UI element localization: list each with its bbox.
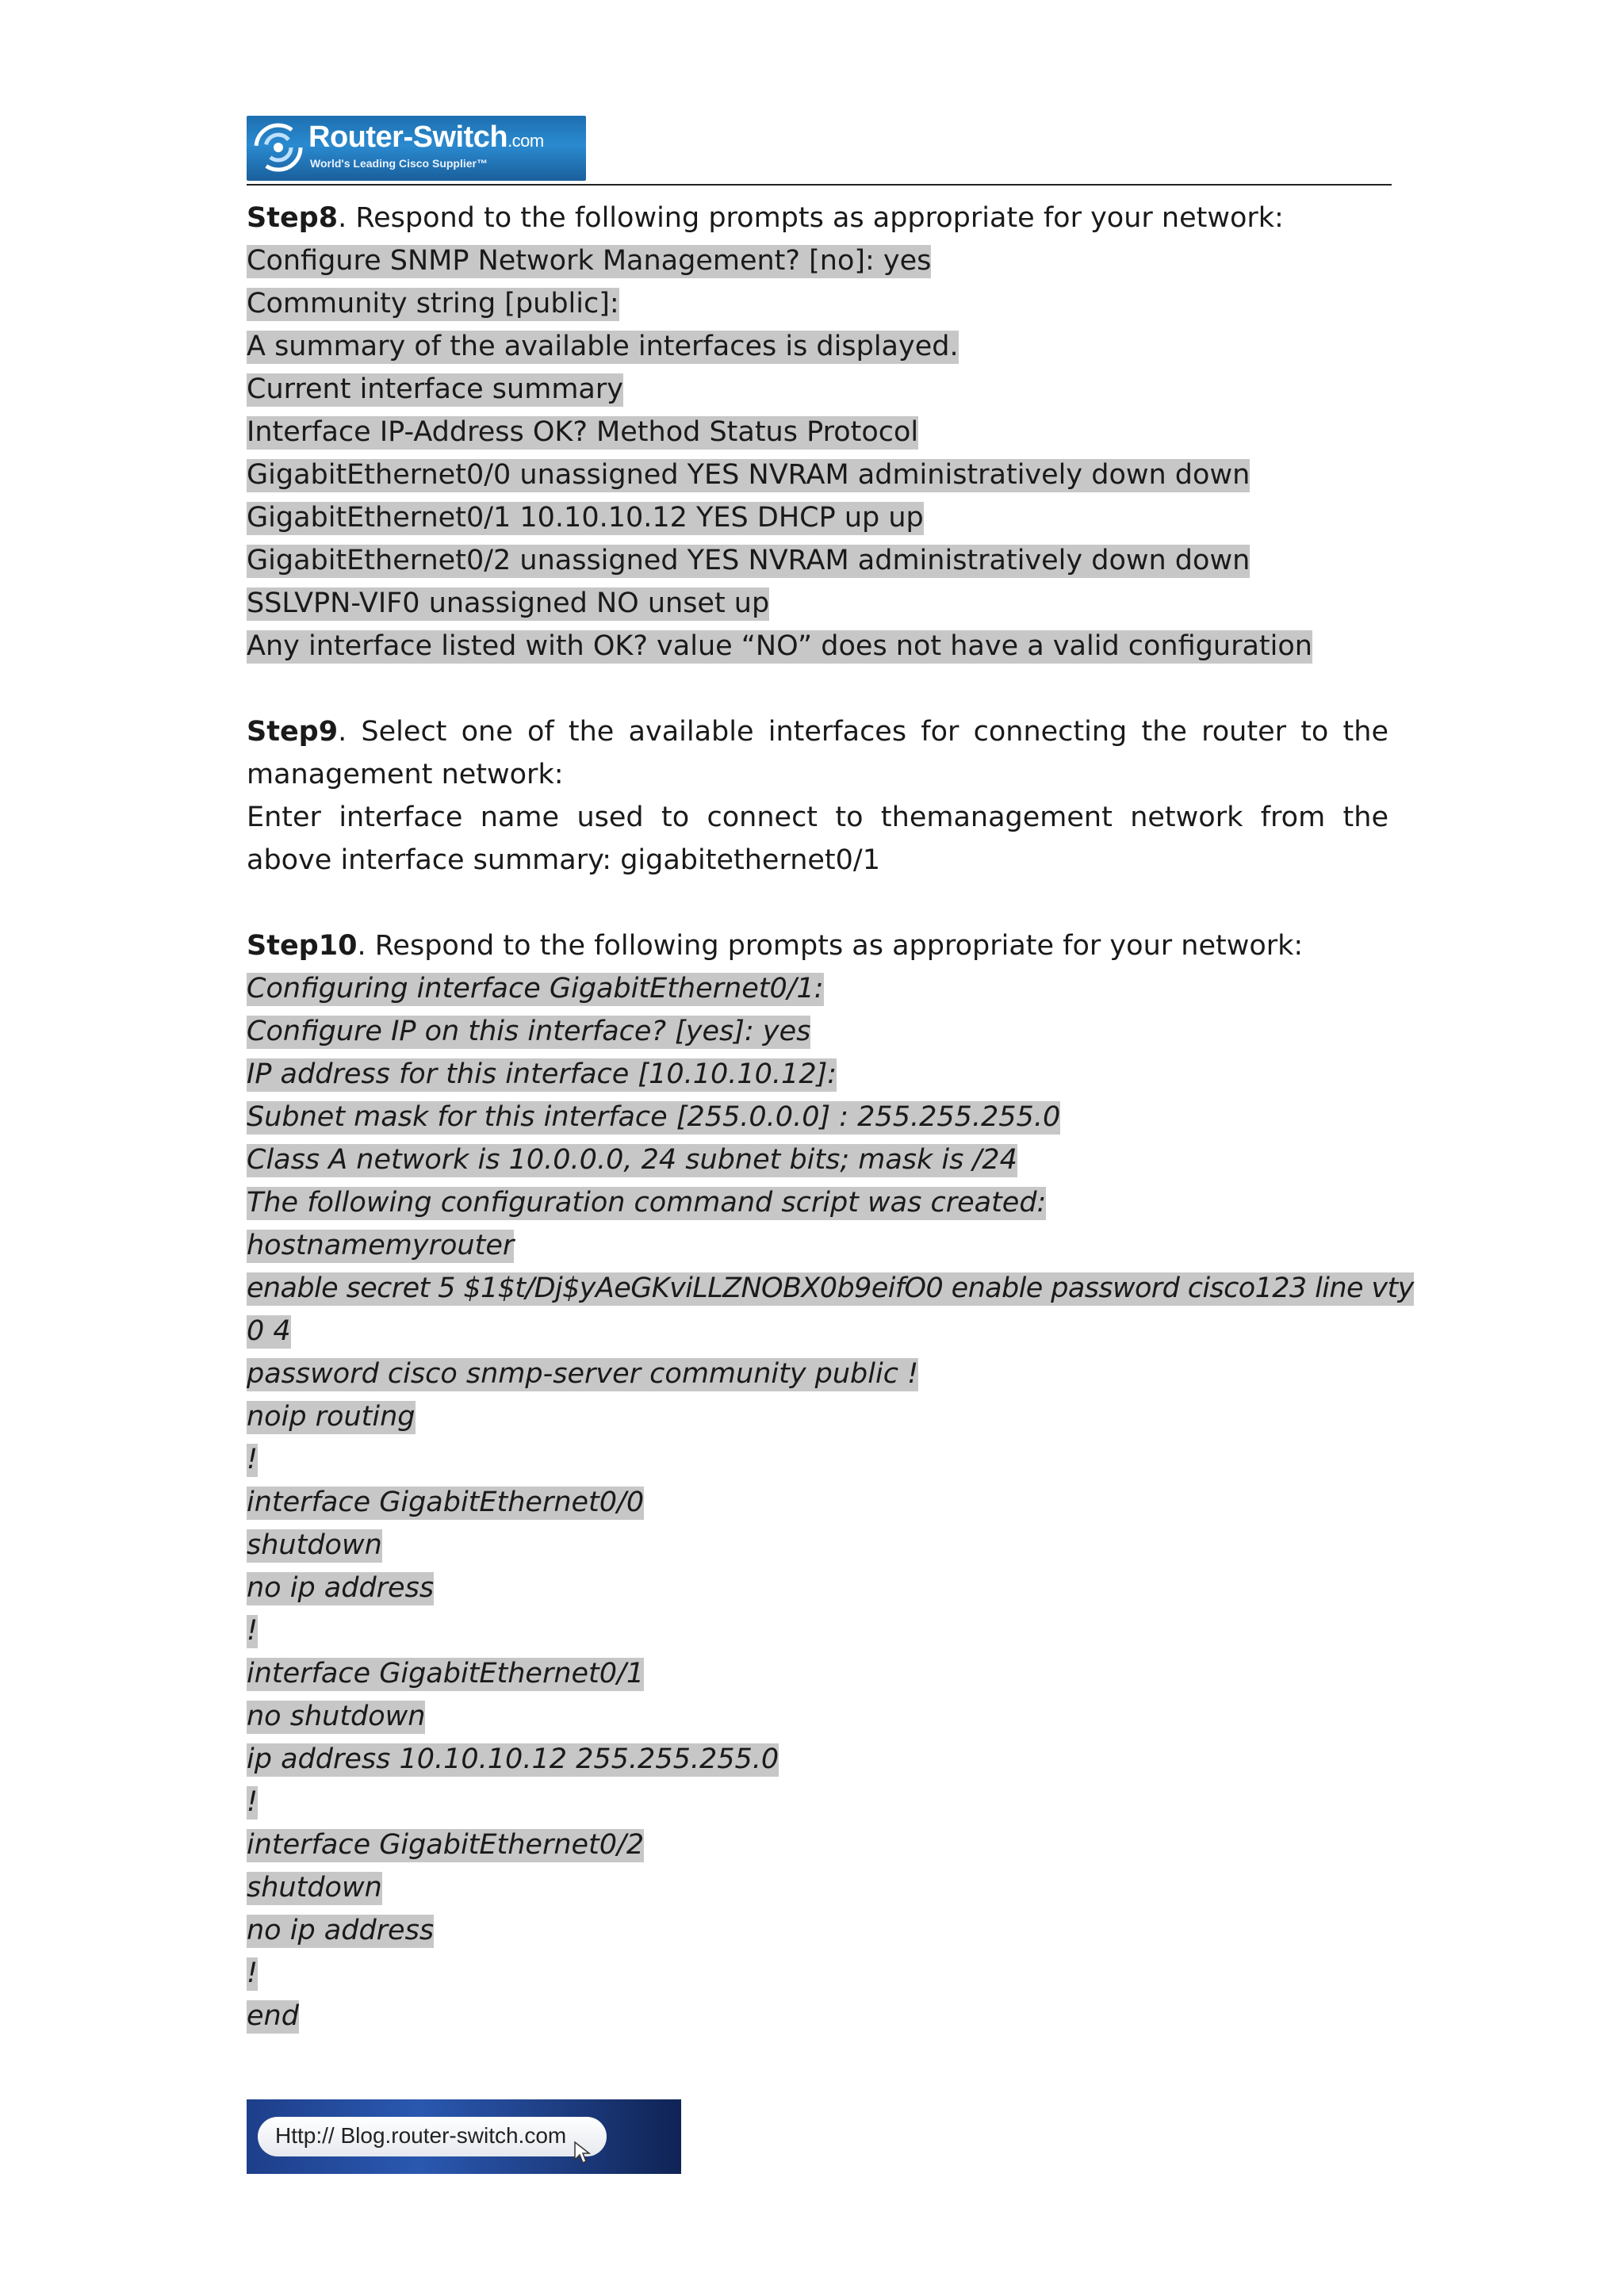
step10-line xyxy=(247,1652,1388,1695)
step10-line-text: ! xyxy=(247,1786,259,1818)
step10-line xyxy=(247,1738,1388,1781)
step8-line xyxy=(247,453,1388,496)
step10-line xyxy=(247,1952,1388,1995)
step10-heading xyxy=(247,924,1388,967)
step10-line xyxy=(247,1310,1388,1353)
step9-intro: . Select one of the available interfaces for connecting the router to the management network: xyxy=(247,716,1388,790)
step10-line-text: The following configuration command script was created: xyxy=(247,1187,1047,1219)
step10-line xyxy=(247,1866,1388,1909)
logo-name: Router-Switch.com xyxy=(308,121,544,154)
step8-line xyxy=(247,625,1388,668)
step10-line-text: no ip address xyxy=(247,1915,435,1946)
step10-line xyxy=(247,1224,1388,1267)
blog-link-banner[interactable] xyxy=(247,2099,681,2174)
step10-line-text: shutdown xyxy=(247,1872,382,1904)
step8-line xyxy=(247,582,1388,625)
document-body xyxy=(247,197,1414,2038)
step10-line-text: hostnamemyrouter xyxy=(247,1230,515,1261)
step10-line xyxy=(247,1909,1388,1952)
step10-line-text: Subnet mask for this interface [255.0.0.0] : 255.255.255.0 xyxy=(247,1101,1061,1133)
step10-line xyxy=(247,1353,1388,1395)
step8-line-text: GigabitEthernet0/0 unassigned YES NVRAM administratively down down xyxy=(247,459,1251,491)
step8-line xyxy=(247,411,1388,453)
step8-line-text: Community string [public]: xyxy=(247,288,619,320)
step10-line-text: Configure IP on this interface? [yes]: yes xyxy=(247,1016,811,1047)
step10-line xyxy=(247,967,1388,1010)
step10-line xyxy=(247,1695,1388,1738)
paragraph-gap xyxy=(247,882,1388,924)
step10-line xyxy=(247,1481,1388,1524)
step10-line-text: interface GigabitEthernet0/0 xyxy=(247,1487,645,1518)
step10-line-text: no shutdown xyxy=(247,1701,426,1732)
logo-tagline: World's Leading Cisco Supplier™ xyxy=(310,157,488,170)
step9-heading xyxy=(247,710,1388,796)
pointer-cursor-icon xyxy=(572,2141,596,2164)
step8-line xyxy=(247,239,1388,282)
step10-line xyxy=(247,1609,1388,1652)
step8-line-text: Current interface summary xyxy=(247,373,623,405)
step10-line-text: 0 4 xyxy=(247,1315,291,1347)
step10-line xyxy=(247,1267,1414,1310)
step10-line xyxy=(247,1995,1388,2038)
step8-line xyxy=(247,282,1388,325)
step10-line xyxy=(247,1096,1388,1138)
step8-line xyxy=(247,325,1388,368)
step8-line xyxy=(247,496,1388,539)
step10-line-text: ! xyxy=(247,1615,259,1647)
step8-label: Step8 xyxy=(247,202,339,234)
step10-line xyxy=(247,1524,1388,1567)
logo-swirl-icon xyxy=(253,122,304,173)
step8-line-text: A summary of the available interfaces is displayed. xyxy=(247,331,959,362)
step8-line-text: Any interface listed with OK? value “NO” does not have a valid configuration xyxy=(247,630,1312,662)
step10-line-text: enable secret 5 $1$t/Dj$yAeGKviLLZNOBX0b9eifO0 enable password cisco123 line vty xyxy=(247,1272,1414,1304)
step10-line xyxy=(247,1781,1388,1823)
step10-line xyxy=(247,1053,1388,1096)
step10-line xyxy=(247,1567,1388,1609)
step8-line xyxy=(247,368,1388,411)
step10-line-text: Class A network is 10.0.0.0, 24 subnet bits; mask is /24 xyxy=(247,1144,1017,1176)
step10-line xyxy=(247,1181,1388,1224)
step10-line-text: no ip address xyxy=(247,1572,435,1604)
header-divider xyxy=(247,184,1392,186)
step10-label: Step10 xyxy=(247,930,358,962)
step8-line-text: GigabitEthernet0/2 unassigned YES NVRAM administratively down down xyxy=(247,545,1251,576)
step10-line-text: interface GigabitEthernet0/2 xyxy=(247,1829,645,1861)
step10-line-text: ! xyxy=(247,1957,259,1989)
step8-line-text: Interface IP-Address OK? Method Status Protocol xyxy=(247,416,919,448)
step10-line-text: shutdown xyxy=(247,1529,382,1561)
step10-line-text: Configuring interface GigabitEthernet0/1: xyxy=(247,973,824,1004)
step10-line-text: ip address 10.10.10.12 255.255.255.0 xyxy=(247,1743,779,1775)
paragraph-gap xyxy=(247,668,1388,710)
step10-line-text: end xyxy=(247,2000,299,2032)
step9-label: Step9 xyxy=(247,716,339,748)
step8-intro: . Respond to the following prompts as appropriate for your network: xyxy=(338,202,1284,234)
step10-line-text: ! xyxy=(247,1444,259,1475)
step10-line xyxy=(247,1138,1388,1181)
router-switch-logo xyxy=(247,116,586,181)
step10-line xyxy=(247,1395,1388,1438)
step8-line-text: GigabitEthernet0/1 10.10.10.12 YES DHCP up up xyxy=(247,502,924,534)
step10-line-text: password cisco snmp-server community public ! xyxy=(247,1358,919,1390)
step10-intro: . Respond to the following prompts as appropriate for your network: xyxy=(357,930,1304,962)
step8-heading xyxy=(247,197,1388,239)
step10-line xyxy=(247,1823,1388,1866)
step8-line xyxy=(247,539,1388,582)
step10-line xyxy=(247,1010,1388,1053)
step9-text: Enter interface name used to connect to themanagement network from the above interface summary: gigabitethernet0/1 xyxy=(247,802,1388,876)
step10-line xyxy=(247,1438,1388,1481)
step8-line-text: Configure SNMP Network Management? [no]: yes xyxy=(247,245,932,277)
step10-line-text: interface GigabitEthernet0/1 xyxy=(247,1658,645,1689)
step8-line-text: SSLVPN-VIF0 unassigned NO unset up xyxy=(247,587,770,619)
step10-line-text: noip routing xyxy=(247,1401,416,1433)
banner-url-text: Http:// Blog.router-switch.com xyxy=(275,2123,567,2148)
step10-line-text: IP address for this interface [10.10.10.12]: xyxy=(247,1058,837,1090)
